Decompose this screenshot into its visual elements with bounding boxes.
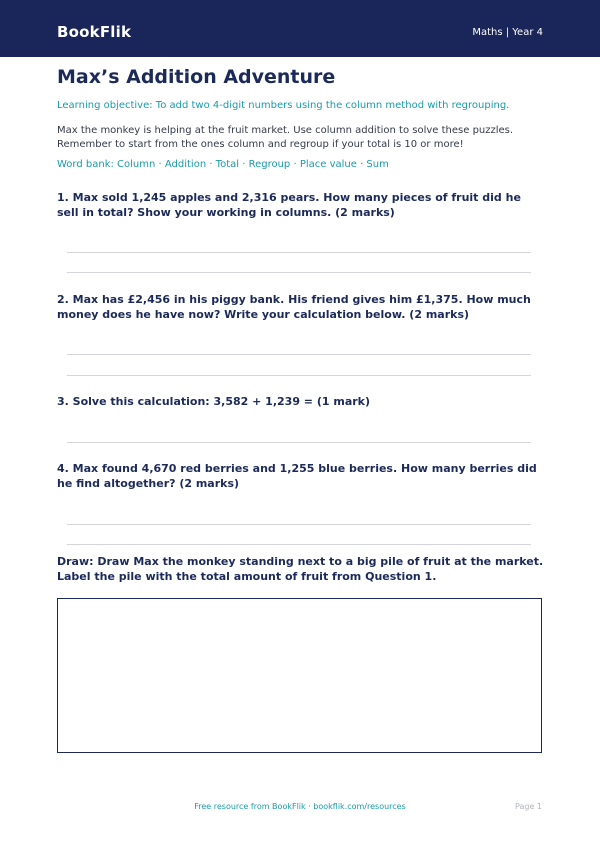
intro-text: Max the monkey is helping at the fruit market. Use column addition to solve these puzzles. Remember to start from the ones column and regroup if your total is 10 or more! (57, 125, 514, 150)
question-2: 2. Max has £2,456 in his piggy bank. His friend gives him £1,375. How much money does he have now? Write your calculation below. (2 marks) (57, 293, 531, 321)
answer-line (67, 375, 531, 376)
page-title: Max’s Addition Adventure (57, 66, 336, 88)
answer-line (67, 524, 531, 525)
answer-line (67, 272, 531, 273)
page-number: Page 1 (515, 802, 542, 811)
question-1: 1. Max sold 1,245 apples and 2,316 pears. How many pieces of fruit did he sell in total? Show your working in columns. (2 marks) (57, 191, 521, 219)
drawing-box[interactable] (57, 598, 542, 753)
answer-line (67, 544, 531, 545)
draw-prompt: Draw: Draw Max the monkey standing next to a big pile of fruit at the market. Label the pile with the total amount of fruit from Question 1. (57, 555, 544, 583)
subject-label: Maths | Year 4 (472, 27, 543, 38)
question-3: 3. Solve this calculation: 3,582 + 1,239 = (1 mark) (57, 395, 371, 408)
answer-line (67, 354, 531, 355)
answer-line (67, 442, 531, 443)
word-bank: Word bank: Column · Addition · Total · Regroup · Place value · Sum (57, 159, 389, 170)
question-4: 4. Max found 4,670 red berries and 1,255 blue berries. How many berries did he find altogether? (2 marks) (57, 462, 537, 490)
brand-logo: BookFlik (57, 23, 132, 41)
answer-line (67, 252, 531, 253)
learning-objective: Learning objective: To add two 4-digit numbers using the column method with regrouping. (57, 100, 510, 111)
footer-text: Free resource from BookFlik · bookflik.com/resources (194, 802, 406, 811)
page-header (0, 0, 600, 57)
